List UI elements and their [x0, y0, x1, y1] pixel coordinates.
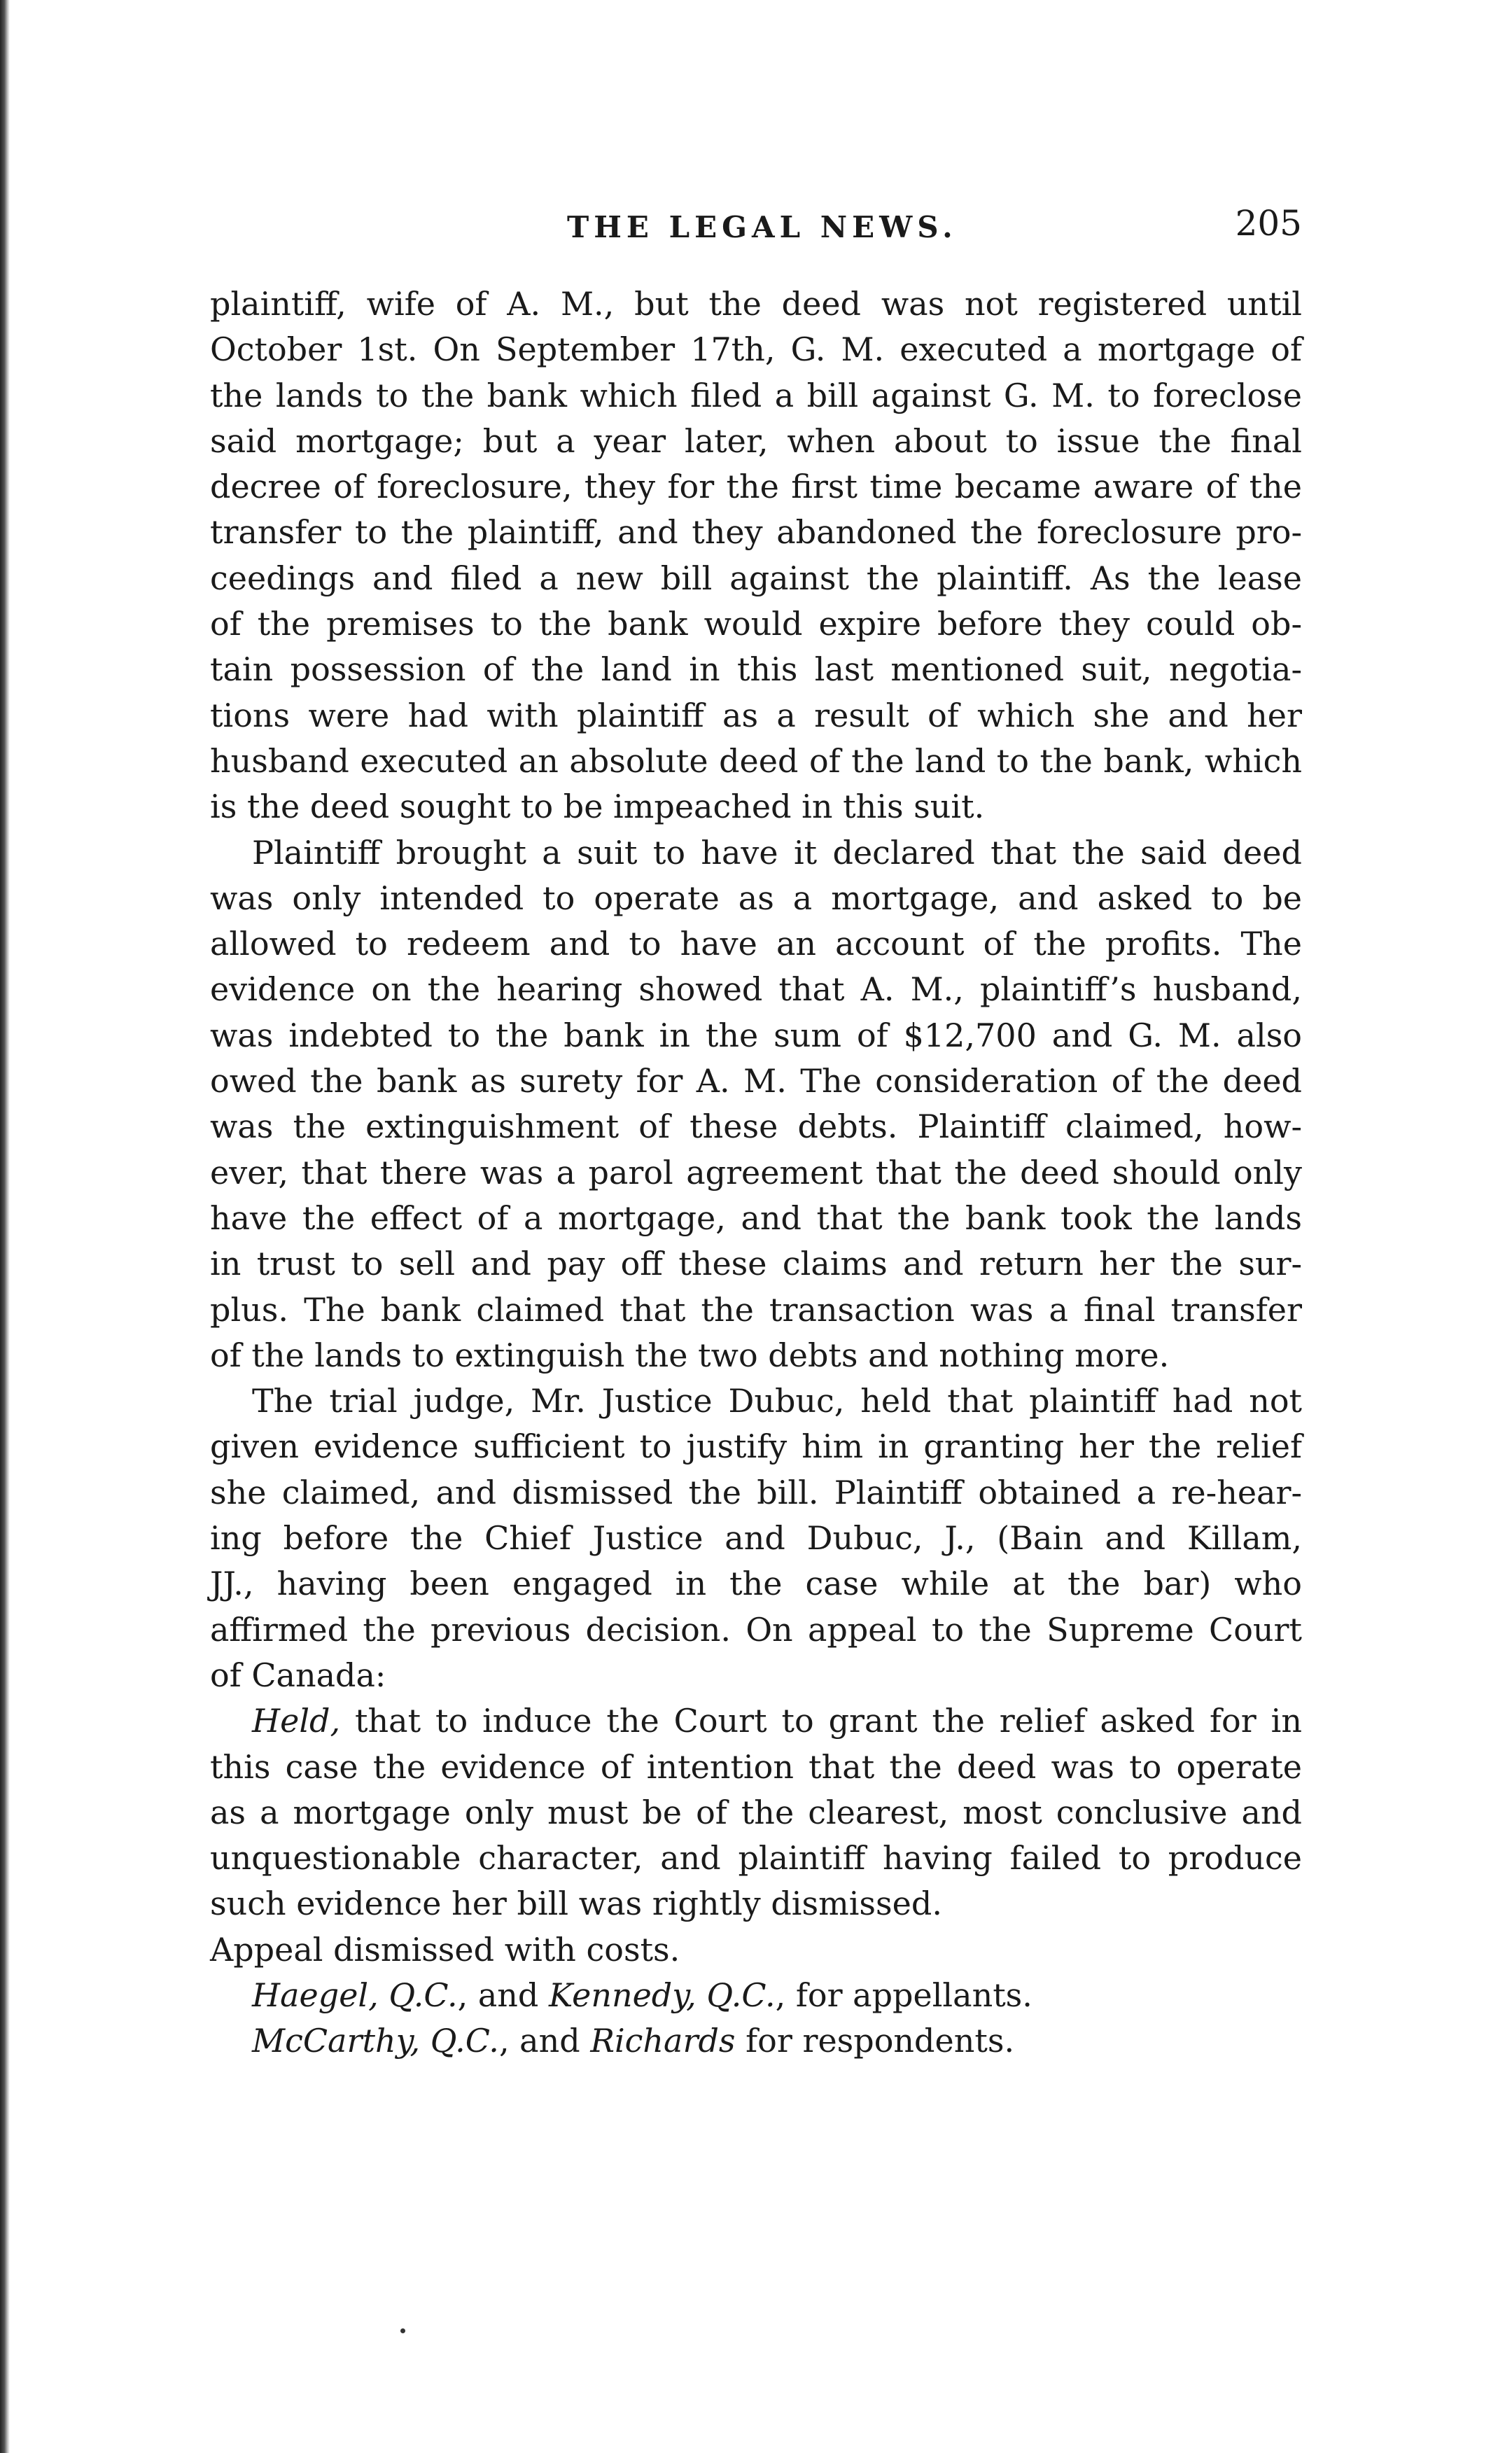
text-line: JJ., having been engaged in the case while at the bar) who [210, 1565, 1302, 1603]
text-line: transfer to the plaintiff, and they abandoned the foreclosure pro- [210, 513, 1302, 552]
text-line: is the deed sought to be impeached in this suit. [210, 788, 985, 826]
text-line: the lands to the bank which filed a bill against G. M. to foreclose [210, 376, 1302, 414]
counsel-join: , and [457, 1976, 549, 2014]
paragraph-holding [210, 1698, 1302, 1927]
text-line: was only intended to operate as a mortgage, and asked to be [210, 879, 1302, 917]
text-line: tain possession of the land in this last mentioned suit, negotia- [210, 650, 1302, 689]
paragraph-facts [210, 281, 1302, 830]
text-line: have the effect of a mortgage, and that the bank took the lands [210, 1198, 1302, 1237]
ink-speck [400, 2328, 405, 2333]
counsel-join: , and [498, 2022, 591, 2060]
counsel-respondents [210, 2018, 1302, 2064]
counsel-name: McCarthy, Q.C. [252, 2022, 499, 2060]
text-line: of the premises to the bank would expire before they could ob- [210, 605, 1302, 643]
text-line: Plaintiff brought a suit to have it declared that the said deed [252, 833, 1302, 872]
held-word: Held, [252, 1702, 341, 1740]
text-line: in trust to sell and pay off these claims and return her the sur- [210, 1245, 1302, 1283]
text-line: allowed to redeem and to have an account of the profits. The [210, 925, 1302, 963]
counsel-block [210, 1973, 1302, 2064]
text-line: ing before the Chief Justice and Dubuc, J., (Bain and Killam, [210, 1519, 1302, 1558]
text-line: of the lands to extinguish the two debts and nothing more. [210, 1336, 1170, 1374]
text-line: The trial judge, Mr. Justice Dubuc, held that plaintiff had not [252, 1382, 1302, 1420]
held-line-rest: that to induce the Court to grant the relief asked for in [340, 1702, 1302, 1740]
paragraph-trial [210, 1378, 1302, 1698]
text-line: given evidence sufficient to justify him in granting her the relief [210, 1427, 1302, 1466]
counsel-role: for respondents. [735, 2022, 1015, 2060]
article-body [210, 281, 1302, 2064]
text-line: husband executed an absolute deed of the land to the bank, which [210, 741, 1302, 780]
counsel-role: , for appellants. [775, 1976, 1032, 2014]
text-line: was the extinguishment of these debts. Plaintiff claimed, how- [210, 1107, 1302, 1146]
text-line: unquestionable character, and plaintiff having failed to produce [210, 1839, 1302, 1878]
counsel-name: Haegel, Q.C. [252, 1976, 458, 2014]
paragraph-claim [210, 830, 1302, 1379]
text-line: plus. The bank claimed that the transaction was a final transfer [210, 1290, 1302, 1329]
text-line: plaintiff, wife of A. M., but the deed was not registered until [210, 285, 1302, 323]
text-line: October 1st. On September 17th, G. M. executed a mortgage of [210, 330, 1302, 369]
counsel-appellants [210, 1973, 1302, 2018]
text-line: was indebted to the bank in the sum of $12,700 and G. M. also [210, 1016, 1302, 1054]
text-line: ever, that there was a parol agreement that the deed should only [210, 1153, 1302, 1191]
page-number: 205 [1235, 203, 1302, 244]
text-line: said mortgage; but a year later, when about to issue the final [210, 421, 1302, 460]
disposition: Appeal dismissed with costs. [210, 1930, 680, 1969]
text-line: owed the bank as surety for A. M. The consideration of the deed [210, 1062, 1302, 1100]
text-line: tions were had with plaintiff as a result of which she and her [210, 696, 1302, 734]
text-line: decree of foreclosure, they for the first time became aware of the [210, 468, 1302, 506]
counsel-name: Kennedy, Q.C. [548, 1976, 776, 2014]
page-edge-shadow [0, 0, 10, 2453]
text-line [210, 1698, 1302, 1744]
text-line: she claimed, and dismissed the bill. Plaintiff obtained a re-hear- [210, 1473, 1302, 1511]
text-line: ceedings and filed a new bill against the plaintiff. As the lease [210, 559, 1302, 597]
text-line: of Canada: [210, 1656, 386, 1694]
text-line: as a mortgage only must be of the clearest, most conclusive and [210, 1793, 1302, 1831]
text-line: such evidence her bill was rightly dismissed. [210, 1885, 942, 1923]
page-header [210, 203, 1302, 259]
running-title: THE LEGAL NEWS. [567, 210, 958, 244]
counsel-name: Richards [590, 2022, 736, 2060]
text-line: evidence on the hearing showed that A. M., plaintiff’s husband, [210, 970, 1302, 1009]
text-line: this case the evidence of intention that the deed was to operate [210, 1747, 1302, 1786]
text-line: affirmed the previous decision. On appeal to the Supreme Court [210, 1610, 1302, 1649]
